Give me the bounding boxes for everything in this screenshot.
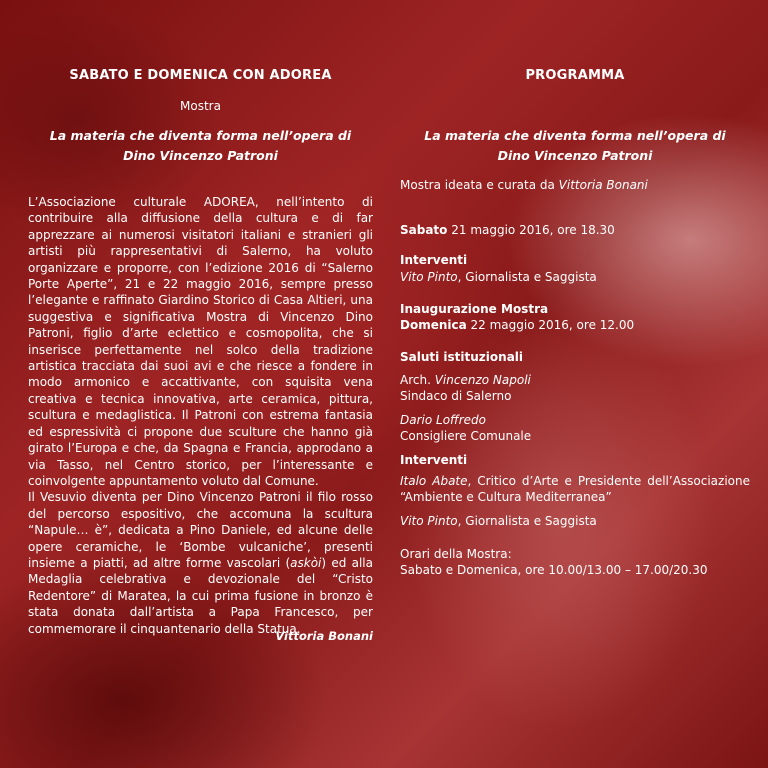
curator-name: Vittoria Bonani [558,178,648,192]
abate-name: Italo Abate [400,474,468,488]
left-subheading: Mostra [180,99,221,113]
programme-heading: PROGRAMMA [525,68,625,83]
left-title-line2: Dino Vincenzo Patroni [123,148,278,163]
pinto-2-line [400,513,750,529]
inauguration-label: Inaugurazione Mostra [400,302,549,316]
article-signature: Vittoria Bonani [275,629,373,643]
abate-line [400,473,750,506]
loffredo-role: Consigliere Comunale [400,429,532,443]
saturday-date: 21 maggio 2016, ore 18.30 [447,223,615,237]
sunday-line [400,317,750,333]
napoli-name: Vincenzo Napoli [434,373,531,387]
napoli-prefix: Arch. [400,373,435,387]
interventi-1-label: Interventi [400,253,468,267]
article-paragraph-2 [28,489,373,637]
left-title-line1: La materia che diventa forma nell’opera di [49,128,352,143]
right-title-line1: La materia che diventa forma nell’opera di [424,128,726,143]
sunday-label: Domenica [400,318,467,332]
article-paragraph-2b: ) ed alla Medaglia celebrativa e devozionale del “Cristo Redentore” di Maratea, la cui prima fusione in bronzo è stata donata dall’artista a Papa Francesco, per commemorare il cinquantenario della Statua. [28,555,373,636]
speaker-role: , Giornalista e Saggista [457,270,597,284]
loffredo-name: Dario Loffredo [400,413,486,427]
napoli-line [400,372,750,388]
interventi-1-speaker [400,269,750,285]
greetings-label: Saluti istituzionali [400,350,524,364]
saturday-line [400,222,750,238]
curated-prefix: Mostra ideata e curata da [400,178,559,192]
article-paragraph-2a: Il Vesuvio diventa per Dino Vincenzo Patroni il filo rosso del percorso espositivo, che accomuna la scultura “Napule… è”, dedicata a Pino Daniele, ed alcune delle opere ceramiche, le ‘Bombe vulcaniche’, presenti insieme a piatti, ad altre forme vascolari ( [28,490,373,570]
article-paragraph-2-emphasis: askòi [290,555,322,570]
article-paragraph-1: L’Associazione culturale ADOREA, nell’intento di contribuire alla diffusione della cultura e di far apprezzare ai numerosi visitatori italiani e stranieri gli artisti più rappresentativi di Salerno, ha voluto organizzare e proporre, con l’edizione 2016 di “Salerno Porte Aperte”, 21 e 22 maggio 2016, sempre presso l’elegante e raffinato Giardino Storico di Casa Altieri, una suggestiva e significativa Mostra di Vincenzo Dino Patroni, figlio d’arte eclettico e cosmopolita, che si inserisce perfettamente nel solco della tradizione artistica tracciata dai suoi avi e che riesce a fondere in modo armonico e accattivante, con squisita vena creativa e tecnica innovativa, arte ceramica, pittura, scultura e medaglistica. Il Patroni con estrema fantasia ed espressività ci propone due sculture che hanno già girato l’Europa e che, da Spagna e Francia, approdano a via Tasso, nel Centro storico, per l’interessante e coinvolgente appuntamento voluto dal Comune. [28,195,373,488]
pinto-2-name: Vito Pinto [400,514,458,528]
curated-line [400,177,750,193]
napoli-role: Sindaco di Salerno [400,389,512,403]
interventi-2-label: Interventi [400,453,468,467]
hours-value: Sabato e Domenica, ore 10.00/13.00 – 17.00/20.30 [400,563,708,577]
abate-role: , Critico d’Arte e Presidente dell’Associazione “Ambiente e Cultura Mediterranea” [400,474,750,505]
right-title-line2: Dino Vincenzo Patroni [497,148,653,163]
pinto-2-role: , Giornalista e Saggista [457,514,597,528]
left-heading: SABATO E DOMENICA CON ADOREA [69,68,332,83]
right-title [400,126,750,166]
left-title [28,126,373,166]
left-article [28,194,373,637]
sunday-date: 22 maggio 2016, ore 12.00 [466,318,635,332]
saturday-label: Sabato [400,223,448,237]
hours-label: Orari della Mostra: [400,547,512,561]
speaker-name: Vito Pinto [400,270,458,284]
